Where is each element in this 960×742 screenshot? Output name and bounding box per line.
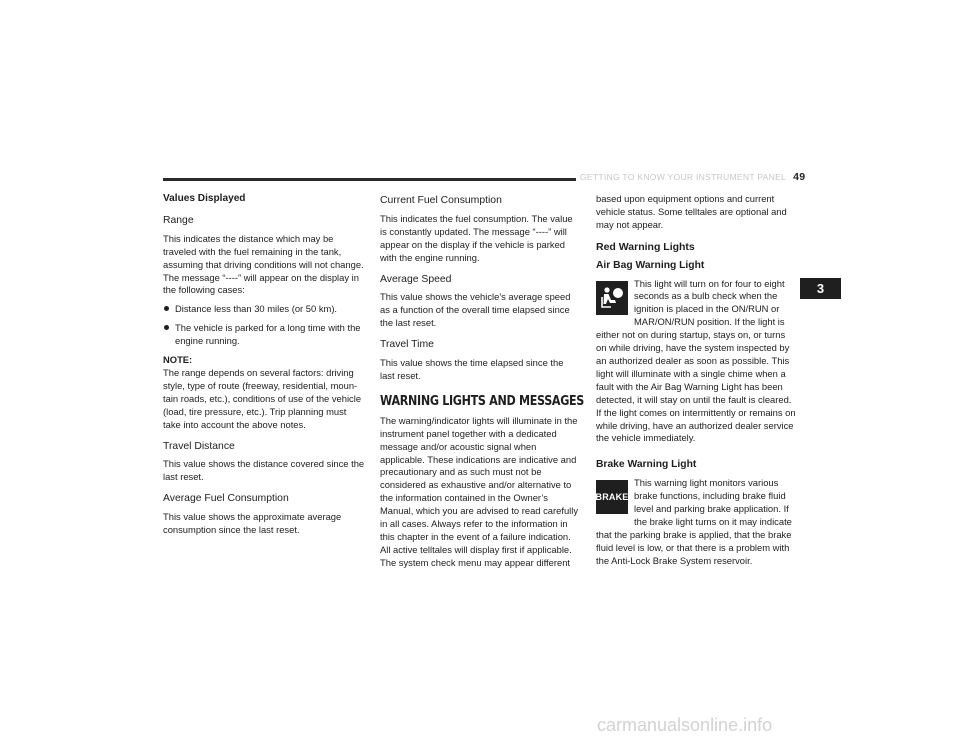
range-bullet-list (163, 303, 365, 348)
range-heading: Range (163, 214, 194, 226)
airbag-block (596, 278, 798, 446)
warning-text: The warning/indicator lights will illuminate in the instrument panel together with a dedicated message and/or acoustic signal when applicable. These indications are indicative and precautionary and as such must not be considered as exhaustive and/or alternative to the information contained in the Owner’s Manual, which you are advised to read carefully in all cases. Always refer to the information in this chapter in the event of a failure indication. All active telltales will display first if applicable. The system check menu may appear different (380, 414, 579, 568)
bullet-text: Distance less than 30 miles (or 50 km). (175, 303, 338, 315)
page-number: 49 (793, 171, 806, 183)
airbag-text: This light will turn on for four to eight seconds as a bulb check when the ignition is placed in the ON/RUN or MAR/ON/RUN position. If the light is either not on during startup, stays on, or turns on while driving, have the system inspected by an authorized dealer as soon as possible. This light will illuminate with a single chime when a fault with the Air Bag Warning Light has been detected, it will stay on until the fault is cleared. If the light comes on intermittently or remains on while driving, have an authorized dealer service the vehicle immediately. (596, 277, 796, 444)
brake-heading: Brake Warning Light (596, 459, 697, 471)
list-item (163, 303, 365, 316)
column-3 (596, 193, 798, 574)
note-text: The range depends on several factors: driving style, type of route (freeway, residential, moun-tain roads, etc.), conditions of use of the vehicle (load, tire pressure, etc.). Trip planning must take into account the above notes. (163, 366, 362, 430)
travel-distance-heading: Travel Distance (163, 440, 235, 452)
note-label: NOTE: (163, 354, 193, 366)
airbag-heading: Air Bag Warning Light (596, 259, 705, 271)
brake-text: This warning light monitors various brake functions, including brake fluid level and parking brake application. If the brake light turns on it may indicate that the parking brake is applied, that the brake fluid level is low, or that there is a problem with the Anti-Lock Brake System reservoir. (596, 477, 792, 566)
watermark: carmanualsonline.info (597, 715, 773, 735)
running-title: GETTING TO KNOW YOUR INSTRUMENT PANEL (580, 172, 787, 182)
average-speed-heading: Average Speed (380, 273, 452, 285)
header-rule (163, 178, 576, 181)
travel-distance-text: This value shows the distance covered since the last reset. (163, 458, 365, 483)
average-fuel-heading: Average Fuel Consumption (163, 493, 289, 505)
brake-warning-icon (596, 480, 628, 514)
current-fuel-text: This indicates the fuel consumption. The value is constantly updated. The message “----” will appear on the display if the vehicle is parked with the engine running. (380, 212, 573, 263)
bullet-icon (164, 325, 169, 330)
warning-section-heading: WARNING LIGHTS AND MESSAGES (380, 392, 585, 409)
list-item (163, 322, 365, 348)
red-warning-heading: Red Warning Lights (596, 240, 695, 253)
continued-text: based upon equipment options and current vehicle status. Some telltales are optional and may not appear. (596, 193, 787, 230)
airbag-warning-icon (596, 281, 628, 315)
column-2 (380, 193, 585, 576)
bullet-icon (164, 306, 169, 311)
brake-block (596, 477, 798, 567)
bullet-text: The vehicle is parked for a long time with the engine running. (175, 322, 361, 347)
average-fuel-text: This value shows the approximate average consumption since the last reset. (163, 511, 342, 536)
travel-time-text: This value shows the time elapsed since the last reset. (380, 357, 564, 381)
range-text: This indicates the distance which may be traveled with the fuel remaining in the tank, assuming that driving conditions will not change. The message “----” will appear on the display in the following cases: (163, 232, 364, 296)
values-displayed-heading: Values Displayed (163, 193, 246, 204)
brake-icon-label: BRAKE (595, 491, 629, 502)
travel-time-heading: Travel Time (380, 339, 434, 351)
average-speed-text: This value shows the vehicle's average speed as a function of the overall time elapsed since the last reset. (380, 291, 571, 329)
running-header (580, 171, 806, 187)
column-1 (163, 193, 365, 543)
airbag-person-icon (599, 285, 625, 311)
current-fuel-heading: Current Fuel Consumption (380, 195, 502, 206)
chapter-tab: 3 (800, 278, 841, 299)
